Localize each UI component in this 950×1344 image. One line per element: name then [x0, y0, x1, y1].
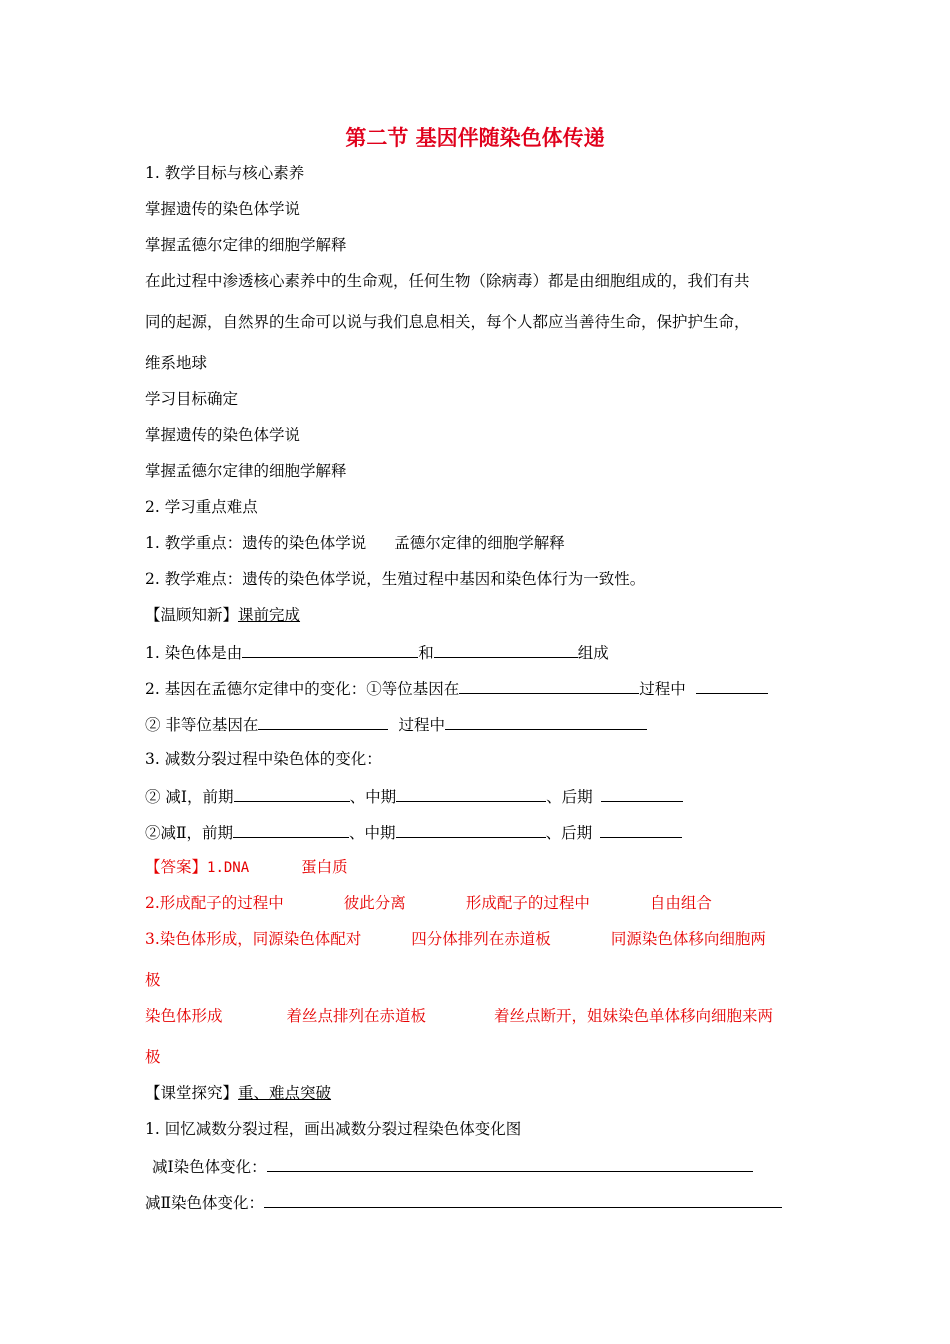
blank-field[interactable] [434, 641, 578, 658]
blank-field[interactable] [242, 641, 418, 658]
explore-tag: 【课堂探究】 [145, 1084, 239, 1102]
mid-label: 、中期 [349, 824, 396, 842]
review-heading [145, 605, 300, 625]
meiosis-2-change-row [145, 1191, 782, 1213]
learning-goal-1: 掌握遗传的染色体学说 [145, 426, 301, 444]
answer-4a: 染色体形成 [145, 1007, 223, 1025]
answer-line-4 [145, 1006, 773, 1026]
meiosis-2-prefix: ②减Ⅱ，前期 [145, 824, 234, 842]
q2-text-d: 过程中 [398, 716, 445, 734]
blank-field[interactable] [396, 821, 546, 838]
blank-field[interactable] [258, 713, 388, 730]
blank-field[interactable] [396, 785, 546, 802]
answer-2a: 2.形成配子的过程中 [145, 894, 284, 912]
answer-2b: 彼此分离 [343, 894, 406, 912]
blank-field[interactable] [267, 1155, 753, 1172]
blank-field[interactable] [233, 821, 349, 838]
blank-field[interactable] [459, 677, 639, 694]
late-label: 、后期 [545, 824, 593, 842]
answer-4c: 着丝点断开，姐妹染色单体移向细胞来两 [494, 1007, 774, 1025]
answer-4b: 着丝点排列在赤道板 [286, 1007, 427, 1025]
paragraph-line-2: 同的起源，自然界的生命可以说与我们息息相关，每个人都应当善待生命，保护护生命， [145, 313, 750, 331]
meiosis-2-row [145, 821, 682, 843]
section-heading-keypoints: 2. 学习重点难点 [145, 498, 258, 516]
late-label: 、后期 [546, 788, 593, 806]
review-tag: 【温顾知新】 [145, 606, 239, 624]
blank-field[interactable] [600, 821, 682, 838]
answer-2c: 形成配子的过程中 [465, 894, 590, 912]
answer-3a: 3.染色体形成，同源染色体配对 [145, 930, 362, 948]
meiosis-1-prefix: ② 减Ⅰ，前期 [145, 788, 234, 806]
answer-2d: 自由组合 [649, 894, 712, 912]
blank-field[interactable] [264, 1191, 782, 1208]
learning-goal-2: 掌握孟德尔定律的细胞学解释 [145, 462, 347, 480]
q2-text-b: 过程中 [639, 680, 686, 698]
review-tag-link: 课前完成 [238, 606, 301, 624]
page-title: 第二节 基因伴随染色体传递 [345, 126, 605, 150]
q1-text-b: 和 [418, 644, 434, 662]
review-question-3: 3. 减数分裂过程中染色体的变化： [145, 750, 382, 768]
mid-label: 、中期 [349, 788, 397, 806]
answer-line-3-cont: 极 [145, 971, 161, 989]
q2-text-c: ② 非等位基因在 [145, 716, 259, 734]
review-question-2 [145, 677, 768, 699]
answer-line-2 [145, 893, 712, 913]
paragraph-line-3: 维系地球 [145, 354, 208, 372]
review-question-1 [145, 641, 609, 663]
answer-3b: 四分体排列在赤道板 [411, 930, 551, 948]
q1-text-a: 1. 染色体是由 [145, 644, 243, 662]
difficult-point: 2. 教学难点：遗传的染色体学说，生殖过程中基因和染色体行为一致性。 [145, 570, 646, 588]
explore-heading [145, 1083, 331, 1103]
answer-line-3 [145, 929, 766, 949]
key-point-1b: 孟德尔定律的细胞学解释 [394, 534, 565, 552]
q1-text-c: 组成 [577, 644, 609, 662]
goal-line-2: 掌握孟德尔定律的细胞学解释 [145, 236, 347, 254]
meiosis-1-change-label: 减Ⅰ染色体变化： [152, 1158, 267, 1176]
key-point-1: 1. 教学重点：遗传的染色体学说 [145, 534, 367, 552]
answer-1b: 蛋白质 [301, 858, 348, 876]
meiosis-1-row [145, 785, 683, 807]
answer-line-1 [145, 857, 348, 878]
review-question-2b [145, 713, 647, 735]
answer-line-4-cont: 极 [145, 1048, 161, 1066]
section-heading-goals: 1. 教学目标与核心素养 [145, 164, 305, 182]
q2-text-a: 2. 基因在孟德尔定律中的变化：①等位基因在 [145, 680, 460, 698]
blank-field[interactable] [234, 785, 350, 802]
learning-goal-heading: 学习目标确定 [145, 390, 239, 408]
answer-3c: 同源染色体移向细胞两 [610, 930, 766, 948]
goal-line-1: 掌握遗传的染色体学说 [145, 200, 301, 218]
paragraph-line-1: 在此过程中渗透核心素养中的生命观，任何生物（除病毒）都是由细胞组成的，我们有共 [145, 272, 750, 290]
key-point-line [145, 533, 565, 553]
blank-field[interactable] [445, 713, 647, 730]
meiosis-1-change-row [152, 1155, 753, 1177]
blank-field[interactable] [601, 785, 683, 802]
blank-field[interactable] [696, 677, 768, 694]
answer-1a: 1.DNA [207, 860, 250, 876]
explore-tag-link: 重、难点突破 [238, 1084, 332, 1102]
explore-question-1: 1. 回忆减数分裂过程，画出减数分裂过程染色体变化图 [145, 1120, 522, 1138]
meiosis-2-change-label: 减Ⅱ染色体变化： [145, 1194, 265, 1212]
answer-tag: 【答案】 [145, 858, 208, 876]
